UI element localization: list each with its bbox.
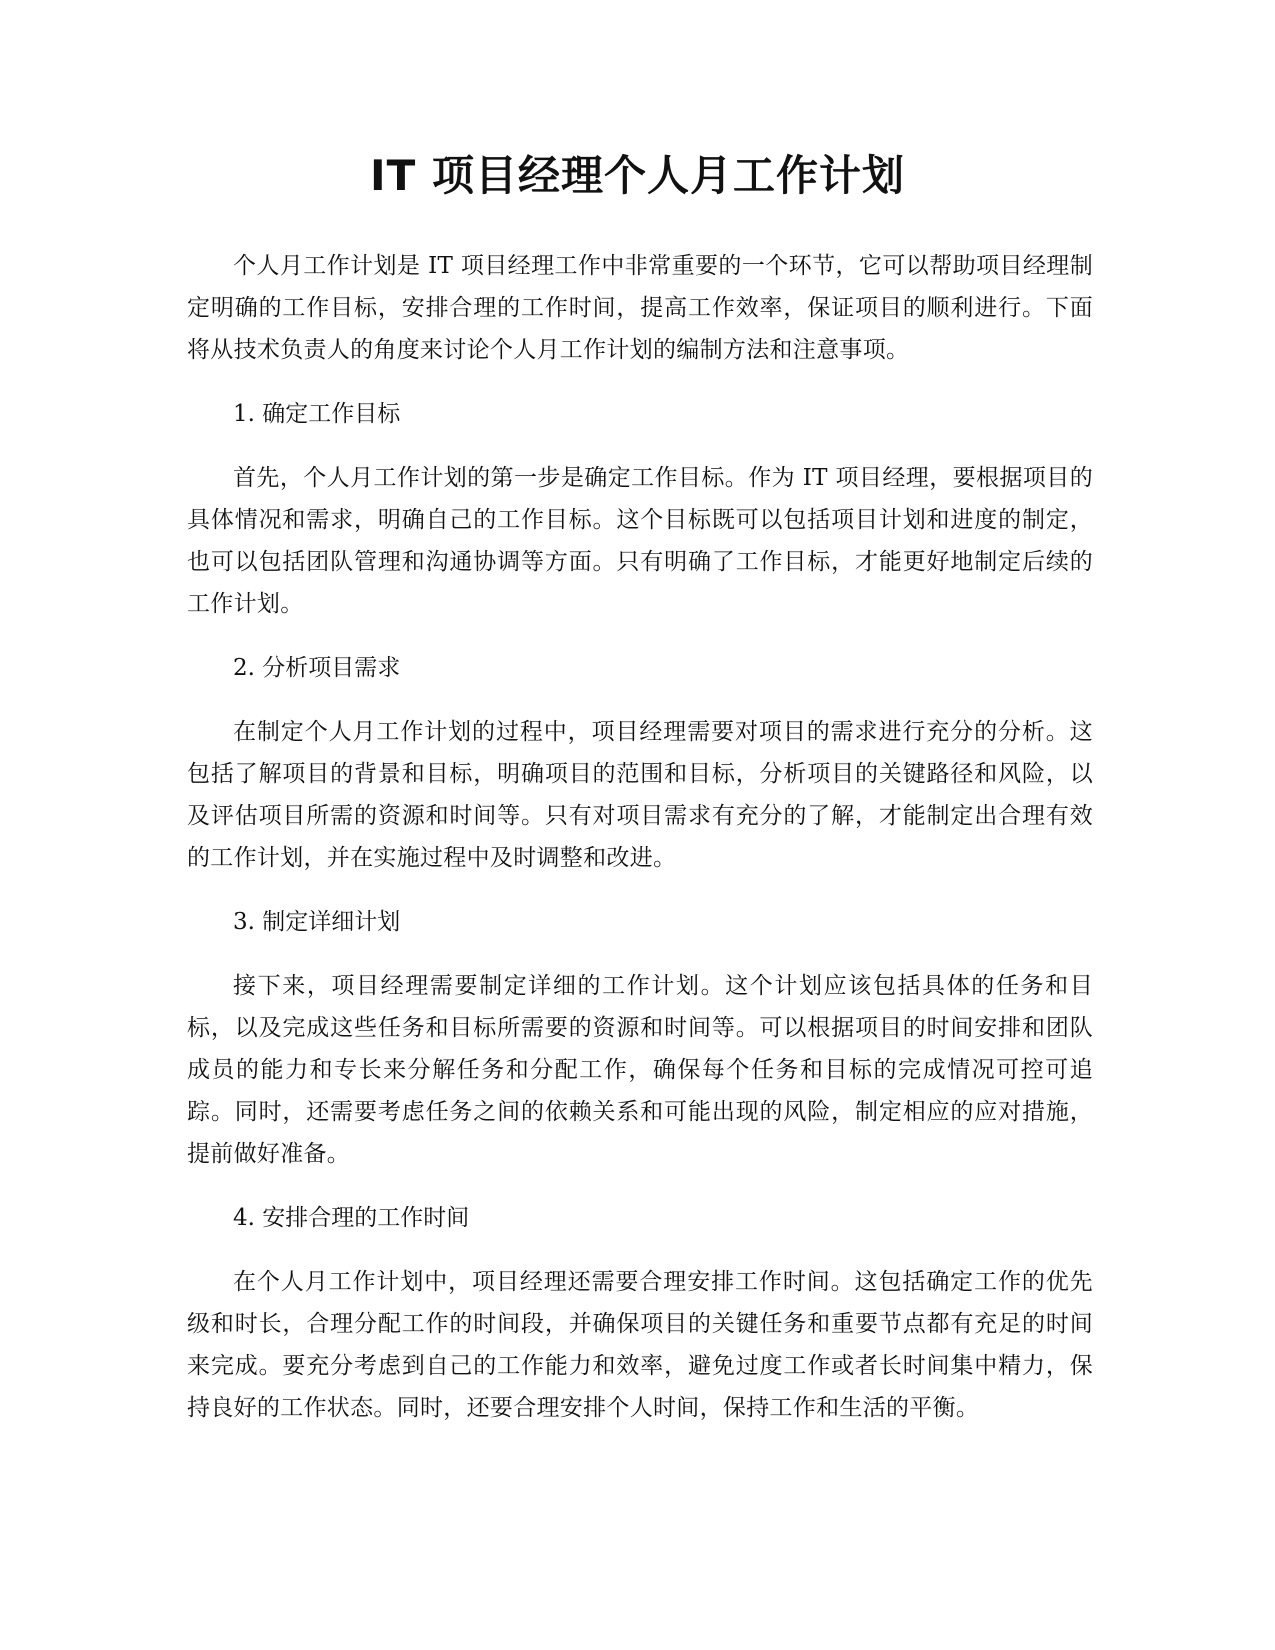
section-heading-1: 1. 确定工作目标 xyxy=(233,401,401,427)
section-heading-3: 3. 制定详细计划 xyxy=(233,909,401,935)
section-body-3: 接下来，项目经理需要制定详细的工作计划。这个计划应该包括具体的任务和目标，以及完成这些任务和目标所需要的资源和时间等。可以根据项目的时间安排和团队成员的能力和专长来分解任务和分配工作，确保每个任务和目标的完成情况可控可追踪。同时，还需要考虑任务之间的依赖关系和可能出现的风险，制定相应的应对措施，提前做好准备。 xyxy=(187,973,1093,1167)
section-heading-4: 4. 安排合理的工作时间 xyxy=(233,1205,470,1231)
intro-paragraph: 个人月工作计划是 IT 项目经理工作中非常重要的一个环节，它可以帮助项目经理制定明确的工作目标，安排合理的工作时间，提高工作效率，保证项目的顺利进行。下面将从技术负责人的角度来讨论个人月工作计划的编制方法和注意事项。 xyxy=(187,253,1093,363)
section-heading-2: 2. 分析项目需求 xyxy=(233,655,401,681)
section-body-4: 在个人月工作计划中，项目经理还需要合理安排工作时间。这包括确定工作的优先级和时长，合理分配工作的时间段，并确保项目的关键任务和重要节点都有充足的时间来完成。要充分考虑到自己的工作能力和效率，避免过度工作或者长时间集中精力，保持良好的工作状态。同时，还要合理安排个人时间，保持工作和生活的平衡。 xyxy=(187,1269,1093,1421)
section-body-2: 在制定个人月工作计划的过程中，项目经理需要对项目的需求进行充分的分析。这包括了解项目的背景和目标，明确项目的范围和目标，分析项目的关键路径和风险，以及评估项目所需的资源和时间等。只有对项目需求有充分的了解，才能制定出合理有效的工作计划，并在实施过程中及时调整和改进。 xyxy=(187,719,1093,871)
document-body xyxy=(187,245,1093,1429)
document-title: IT 项目经理个人月工作计划 xyxy=(370,151,905,200)
section-body-1: 首先，个人月工作计划的第一步是确定工作目标。作为 IT 项目经理，要根据项目的具体情况和需求，明确自己的工作目标。这个目标既可以包括项目计划和进度的制定，也可以包括团队管理和沟通协调等方面。只有明确了工作目标，才能更好地制定后续的工作计划。 xyxy=(187,465,1093,617)
